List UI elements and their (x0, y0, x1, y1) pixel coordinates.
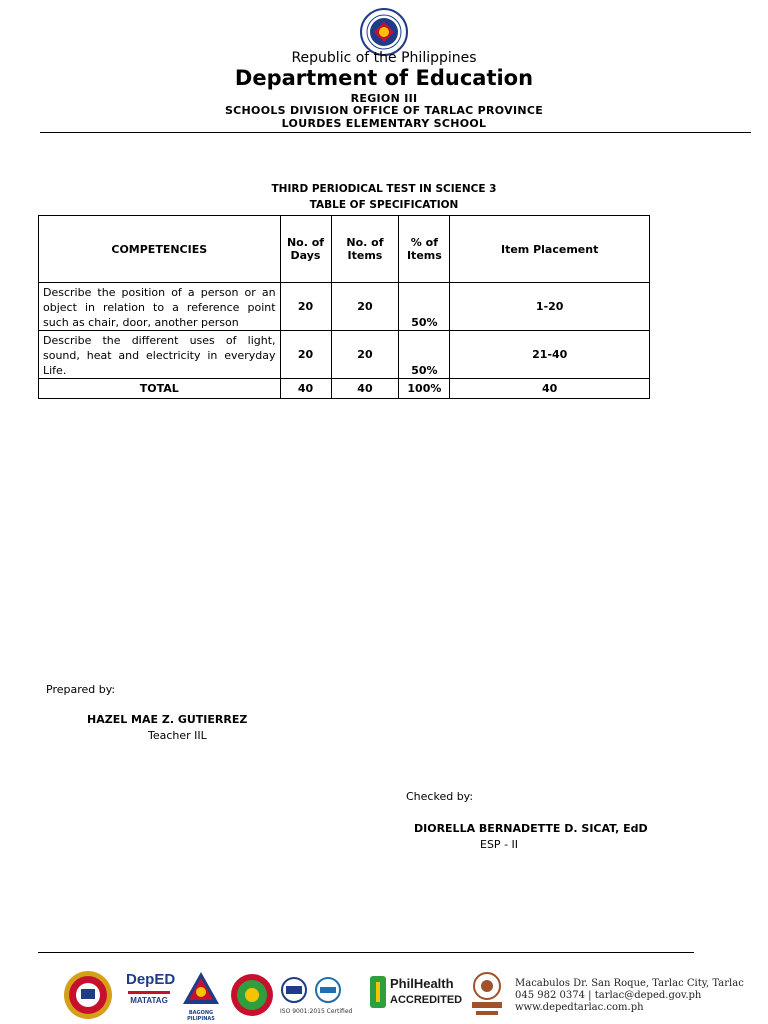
competency-cell: Describe the different uses of light, sound, heat and electricity in everyday Life. (39, 331, 281, 379)
items-cell: 20 (331, 331, 399, 379)
bagong-pilipinas-logo (176, 970, 226, 1022)
header-placement: Item Placement (450, 216, 650, 283)
iso-certification-logo (280, 976, 358, 1015)
table-header-row (39, 216, 650, 283)
deped-matatag-logo (126, 970, 176, 1007)
school-heading: LOURDES ELEMENTARY SCHOOL (281, 117, 487, 130)
header-percent: % of Items (399, 216, 450, 283)
bagong-pilipinas-text: BAGONG PILIPINAS (187, 1010, 215, 1022)
prepared-by-label: Prepared by: (46, 683, 116, 696)
deped-stripe (128, 991, 170, 994)
header-days: No. of Days (280, 216, 331, 283)
total-row (39, 379, 650, 399)
division-seal-logo (230, 970, 274, 1020)
items-cell: 20 (331, 283, 399, 331)
document-title: THIRD PERIODICAL TEST IN SCIENCE 3 (271, 183, 497, 195)
document-subtitle: TABLE OF SPECIFICATION (309, 199, 459, 211)
header-competencies: COMPETENCIES (39, 216, 281, 283)
prepared-by-name: HAZEL MAE Z. GUTIERREZ (87, 713, 248, 726)
bagong-pilipinas-emblem (181, 970, 221, 1006)
iso-badges (280, 976, 358, 1004)
deped-seal-logo (360, 8, 408, 56)
philhealth-wordmark: PhilHealth (390, 976, 454, 991)
division-heading: SCHOOLS DIVISION OFFICE OF TARLAC PROVINCE (224, 104, 544, 117)
deped-wordmark: DepED (126, 971, 176, 988)
percent-cell: 50% (399, 331, 450, 379)
header-items: No. of Items (331, 216, 399, 283)
percent-cell: 50% (399, 283, 450, 331)
footer-address: Macabulos Dr. San Roque, Tarlac City, Tarlac (515, 978, 744, 989)
philhealth-mark-bar (376, 982, 380, 1002)
table-row (39, 331, 650, 379)
accredited-label: ACCREDITED (390, 994, 463, 1006)
bronze-level-prime-logo (466, 970, 508, 1020)
footer-divider (38, 952, 694, 953)
total-items: 40 (331, 379, 399, 399)
specification-table (38, 215, 650, 399)
total-label: TOTAL (39, 379, 281, 399)
placement-cell: 21-40 (450, 331, 650, 379)
header-divider (40, 132, 751, 133)
prepared-by-title: Teacher IIL (148, 729, 207, 742)
days-cell: 20 (280, 283, 331, 331)
matatag-wordmark: MATATAG (130, 996, 168, 1005)
school-seal-logo (56, 970, 120, 1020)
republic-heading: Republic of the Philippines (291, 50, 477, 66)
footer-contact-block (515, 978, 744, 1014)
footer-contact: 045 982 0374 | tarlac@deped.gov.ph (515, 990, 702, 1001)
table-row (39, 283, 650, 331)
days-cell: 20 (280, 331, 331, 379)
placement-cell: 1-20 (450, 283, 650, 331)
total-placement: 40 (450, 379, 650, 399)
checked-by-label: Checked by: (406, 790, 474, 803)
department-heading: Department of Education (234, 66, 534, 90)
region-heading: REGION III (350, 92, 418, 105)
footer-website: www.depedtarlac.com.ph (515, 1002, 644, 1013)
iso-text: ISO 9001:2015 Certified (280, 1008, 353, 1015)
checked-by-title: ESP - II (480, 838, 519, 851)
total-days: 40 (280, 379, 331, 399)
total-percent: 100% (399, 379, 450, 399)
competency-cell: Describe the position of a person or an object in relation to a reference point such as chair, door, another person (39, 283, 281, 331)
checked-by-name: DIORELLA BERNADETTE D. SICAT, EdD (414, 822, 648, 835)
